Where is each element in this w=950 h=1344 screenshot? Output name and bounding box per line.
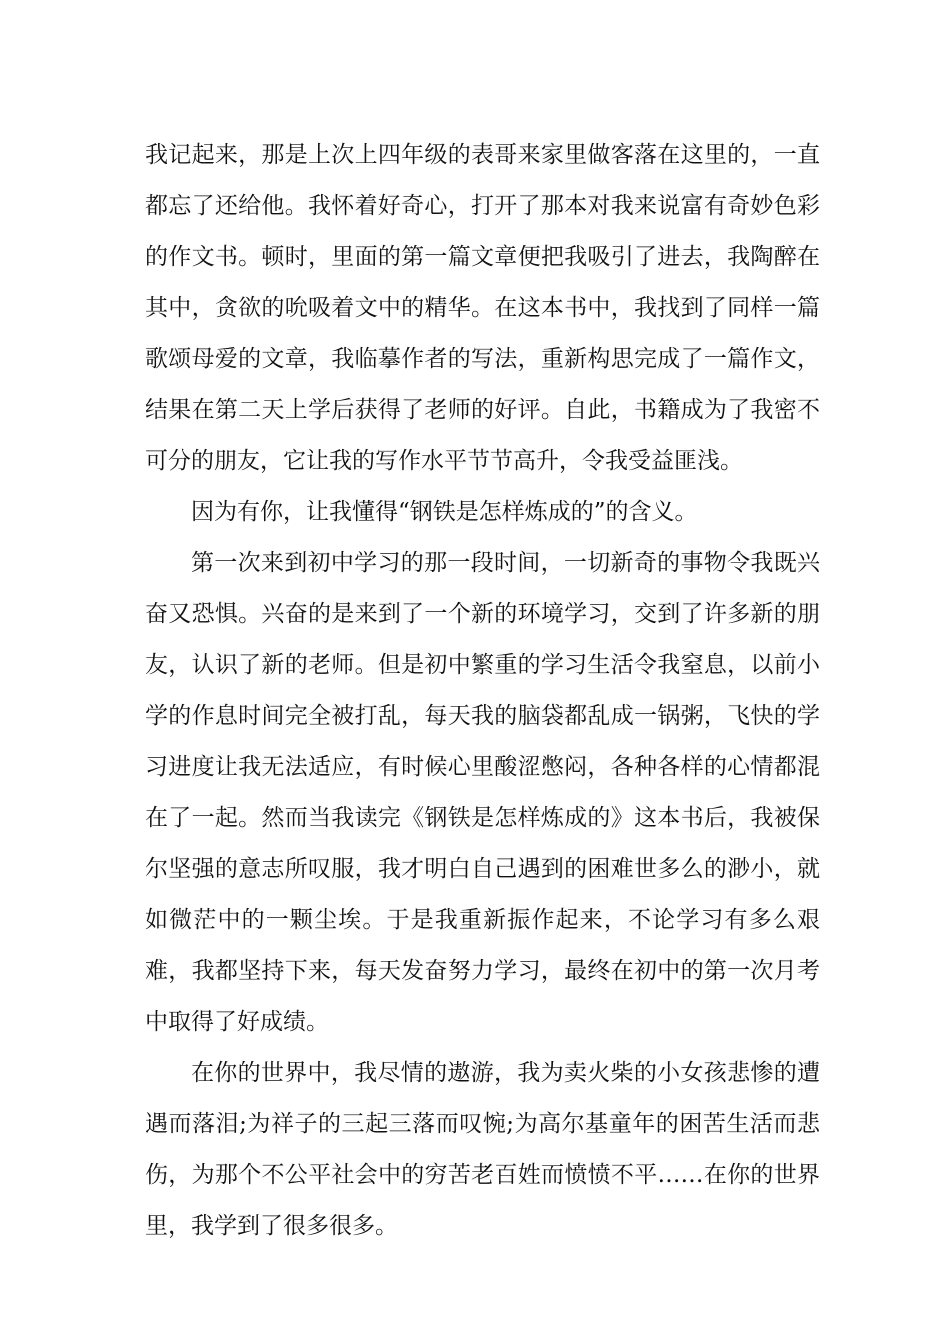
paragraph-3: 第一次来到初中学习的那一段时间，一切新奇的事物令我既兴奋又恐惧。兴奋的是来到了一个新的环境学习，交到了许多新的朋友，认识了新的老师。但是初中繁重的学习生活令我窒息，以前小学的作息时间完全被打乱，每天我的脑袋都乱成一锅粥，飞快的学习进度让我无法适应，有时候心里酸涩憋闷，各种各样的心情都混在了一起。然而当我读完《钢铁是怎样炼成的》这本书后，我被保尔坚强的意志所叹服，我才明白自己遇到的困难世多么的渺小，就如微茫中的一颗尘埃。于是我重新振作起来，不论学习有多么艰难，我都坚持下来，每天发奋努力学习，最终在初中的第一次月考中取得了好成绩。 [145, 550, 820, 1035]
document-body [145, 130, 820, 1252]
paragraph-1: 我记起来，那是上次上四年级的表哥来家里做客落在这里的，一直都忘了还给他。我怀着好奇心，打开了那本对我来说富有奇妙色彩的作文书。顿时，里面的第一篇文章便把我吸引了进去，我陶醉在其中，贪欲的吮吸着文中的精华。在这本书中，我找到了同样一篇歌颂母爱的文章，我临摹作者的写法，重新构思完成了一篇作文，结果在第二天上学后获得了老师的好评。自此，书籍成为了我密不可分的朋友，它让我的写作水平节节高升，令我受益匪浅。 [145, 142, 820, 474]
paragraph-4: 在你的世界中，我尽情的遨游，我为卖火柴的小女孩悲惨的遭遇而落泪;为祥子的三起三落而叹惋;为高尔基童年的困苦生活而悲伤，为那个不公平社会中的穷苦老百姓而愤愤不平……在你的世界里，我学到了很多很多。 [145, 1060, 820, 1239]
paragraph-2: 因为有你，让我懂得“钢铁是怎样炼成的”的含义。 [191, 499, 698, 525]
